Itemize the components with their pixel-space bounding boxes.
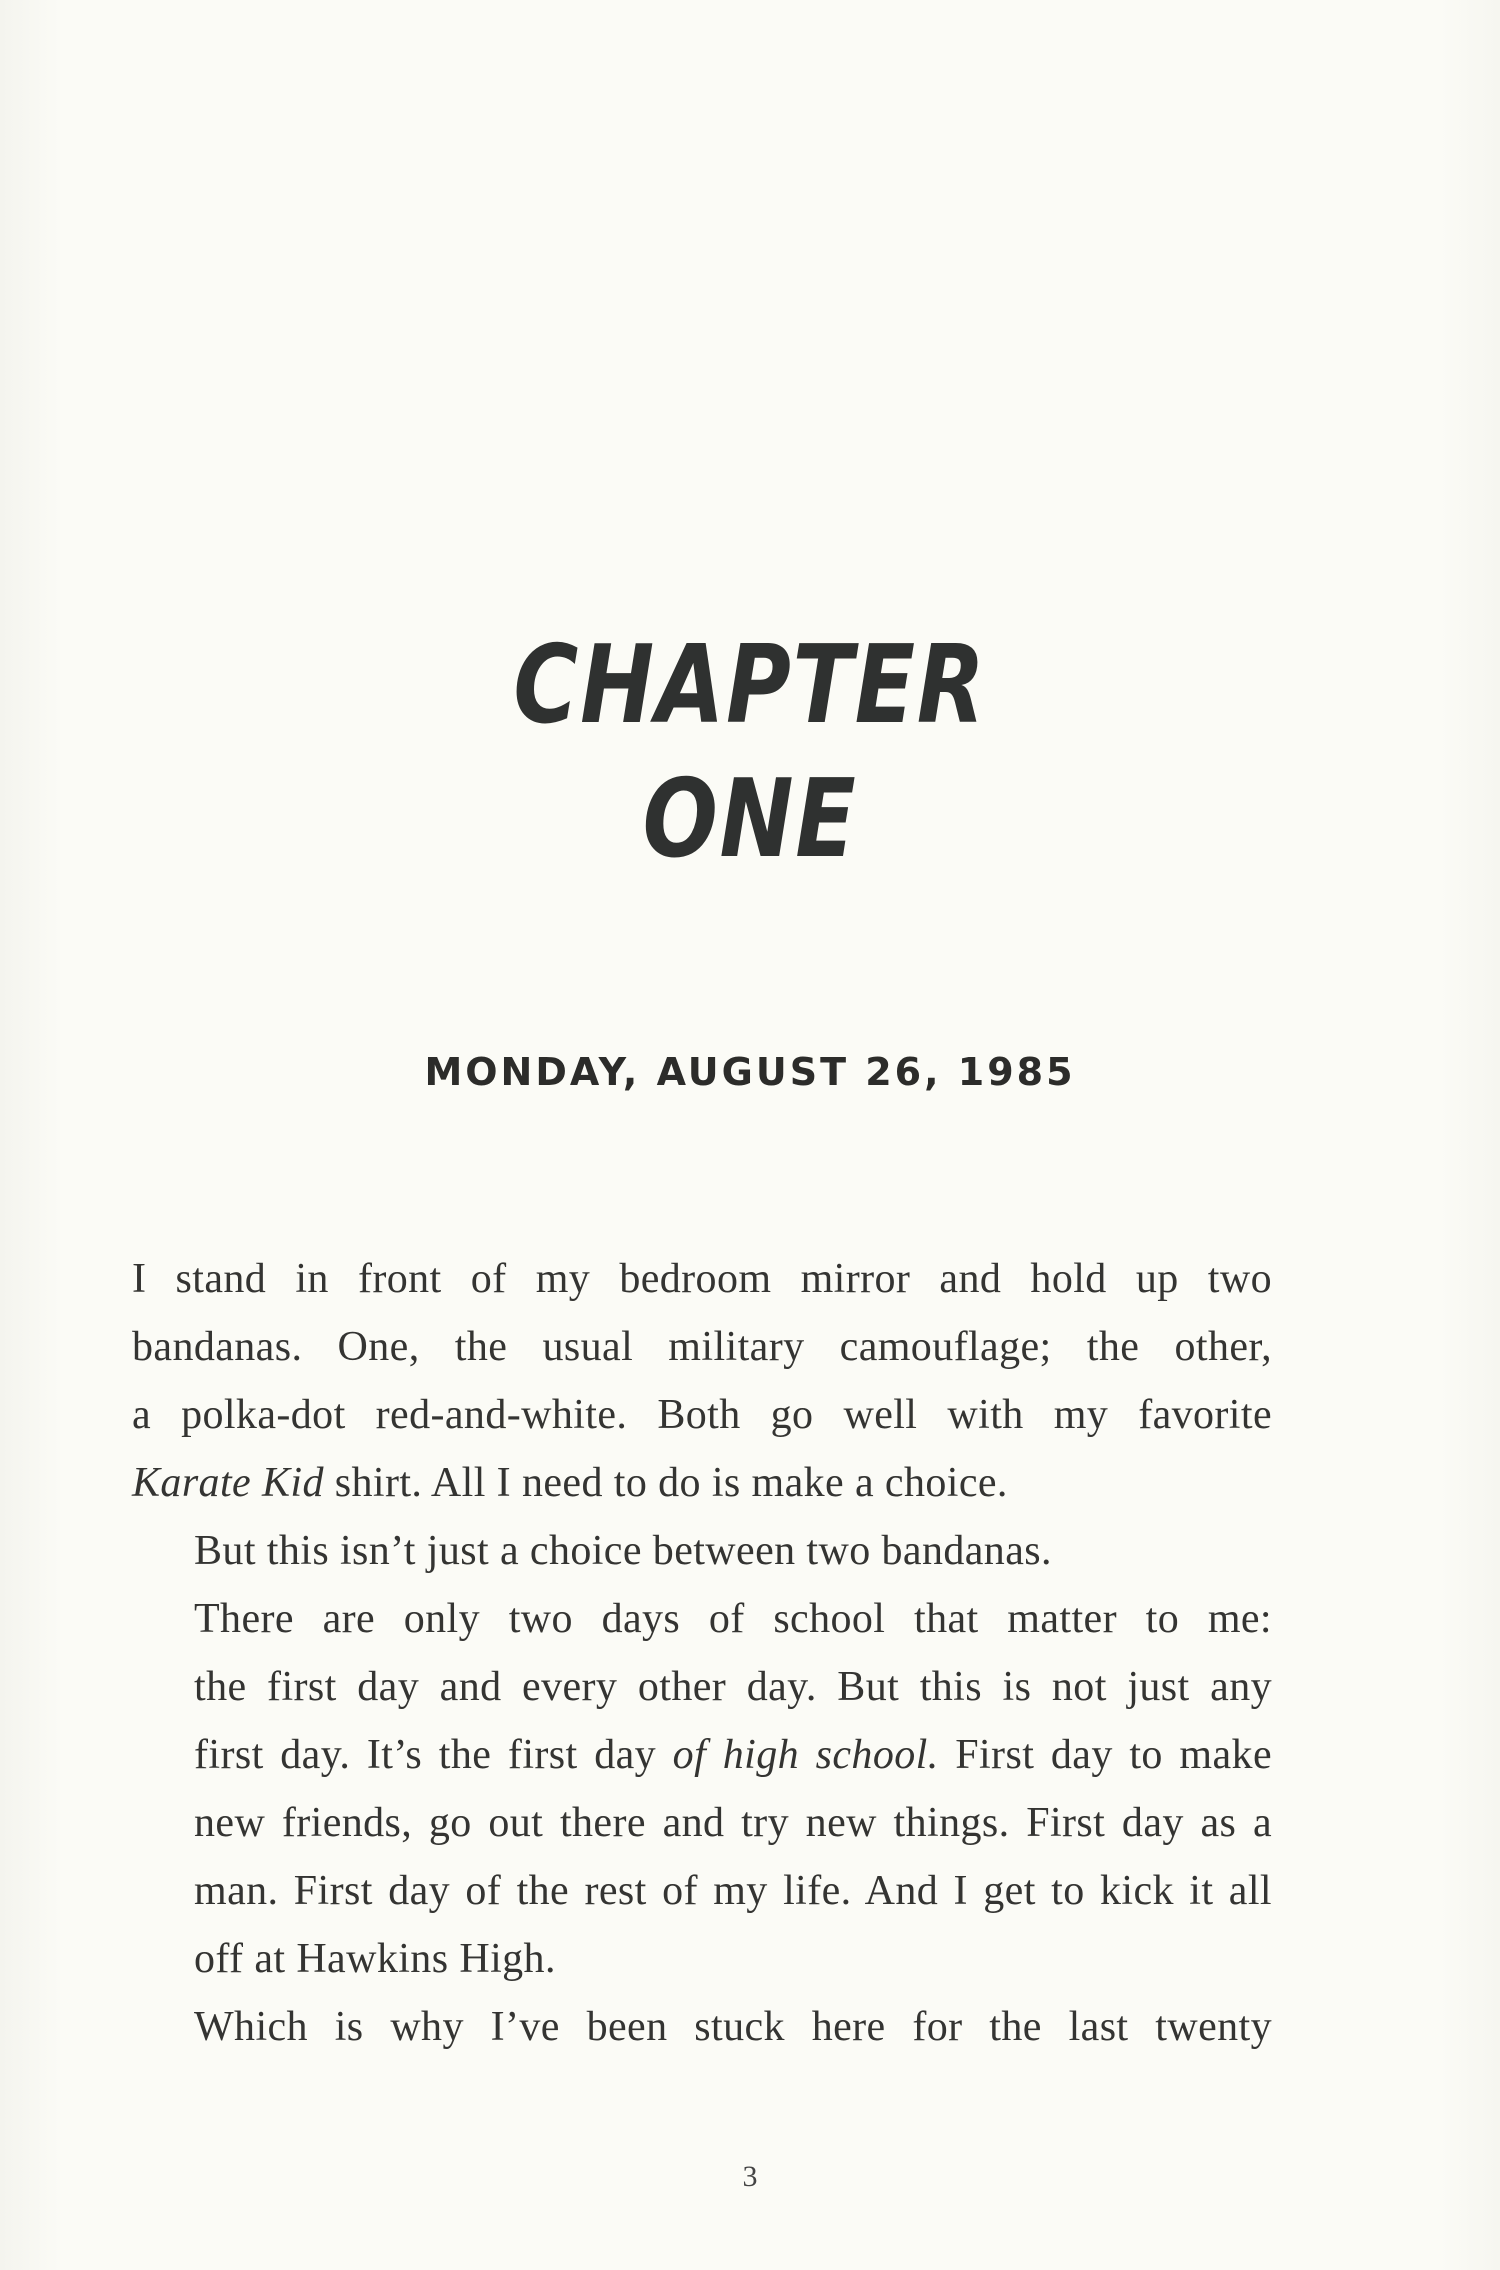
- italic-phrase-of-high-school: of high school.: [672, 1732, 939, 1778]
- text-line: I stand in front of my bedroom mirror and hold up two: [132, 1256, 1272, 1302]
- paragraph-3: [132, 1585, 1272, 1993]
- text-line: the first day and every other day. But this is not just any: [194, 1664, 1272, 1710]
- chapter-title-line-2: ONE: [642, 757, 858, 882]
- italic-title-karate-kid: Karate Kid: [132, 1460, 324, 1506]
- paragraph-2: [132, 1517, 1272, 1585]
- text-line: [132, 1449, 1272, 1517]
- body-text: [132, 1245, 1272, 2061]
- text-line: off at Hawkins High.: [194, 1936, 556, 1982]
- page-number: 3: [742, 2160, 758, 2193]
- paragraph-4: [132, 1993, 1272, 2061]
- chapter-date: MONDAY, AUGUST 26, 1985: [424, 1050, 1076, 1094]
- text-line: man. First day of the rest of my life. And I get to kick it all: [194, 1868, 1272, 1914]
- chapter-heading: [0, 620, 1500, 886]
- text-line: bandanas. One, the usual military camouflage; the other,: [132, 1324, 1272, 1370]
- text-line: a polka-dot red-and-white. Both go well with my favorite: [132, 1392, 1272, 1438]
- text-line: new friends, go out there and try new things. First day as a: [194, 1800, 1272, 1846]
- text-line-with-italics: first day. It’s the first day of high school. First day to make: [194, 1732, 1272, 1778]
- text-line: But this isn’t just a choice between two bandanas.: [194, 1528, 1052, 1574]
- chapter-title-line-1: CHAPTER: [513, 623, 987, 748]
- paragraph-1: [132, 1245, 1272, 1517]
- text-line: There are only two days of school that matter to me:: [194, 1596, 1272, 1642]
- text-line-remainder: shirt. All I need to do is make a choice.: [323, 1460, 1008, 1506]
- text-line: Which is why I’ve been stuck here for the last twenty: [194, 2004, 1272, 2050]
